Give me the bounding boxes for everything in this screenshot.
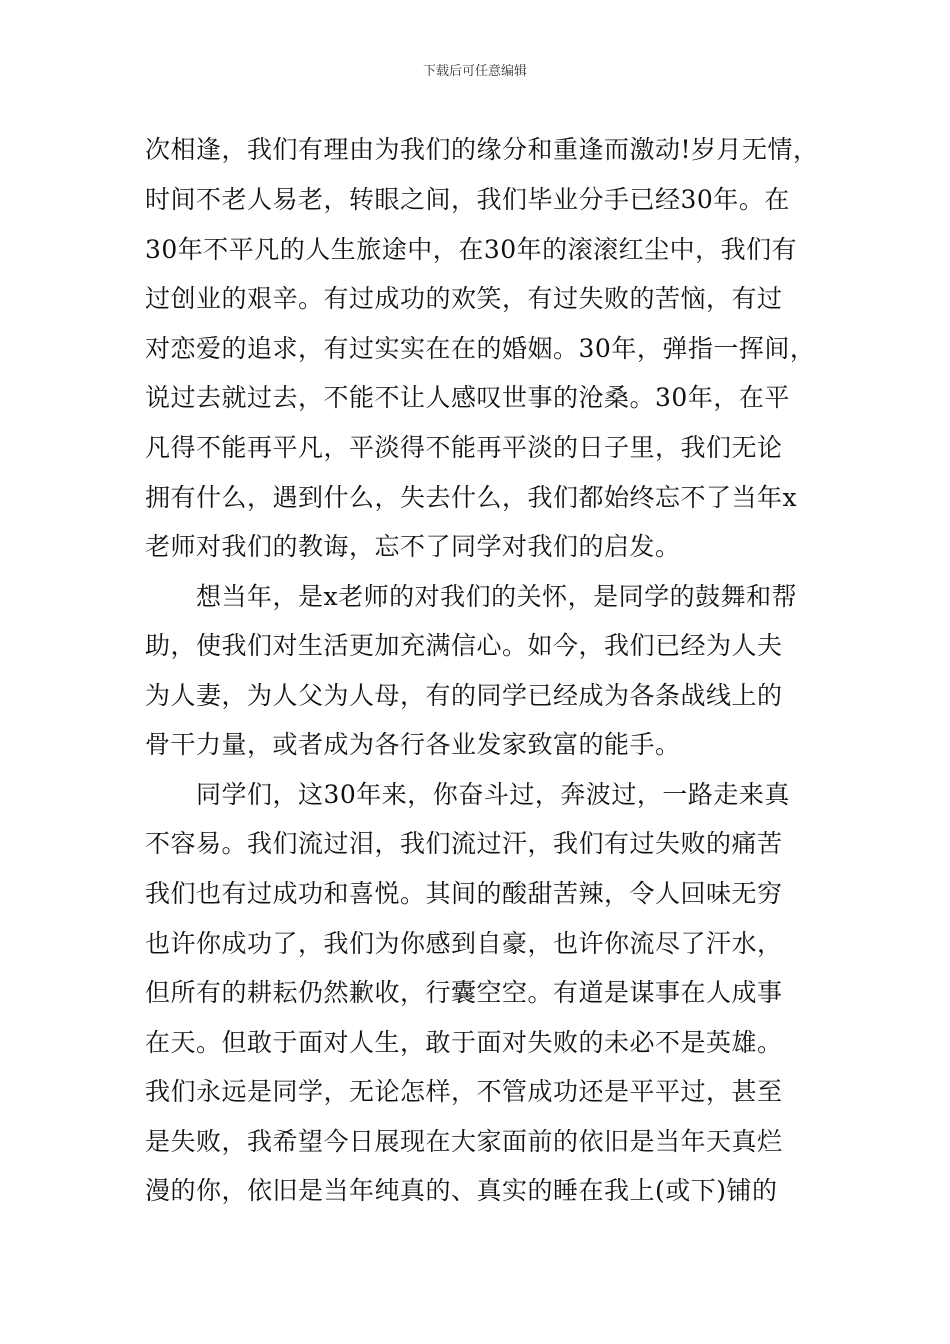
text-line: 我们永远是同学，无论怎样，不管成功还是平平过，甚至 — [145, 1077, 783, 1106]
text-line: 不容易。我们流过泪，我们流过汗，我们有过失败的痛苦 — [145, 829, 783, 858]
text-line: 同学们，这30年来，你奋斗过，奔波过，一路走来真 — [145, 780, 790, 809]
text-line: 拥有什么，遇到什么，失去什么，我们都始终忘不了当年x — [145, 483, 798, 512]
text-line: 凡得不能再平凡，平淡得不能再平淡的日子里，我们无论 — [145, 433, 783, 462]
text-line: 在天。但敢于面对人生，敢于面对失败的未必不是英雄。 — [145, 1028, 783, 1057]
text-line: 是失败，我希望今日展现在大家面前的依旧是当年天真烂 — [145, 1127, 783, 1156]
text-line: 过创业的艰辛。有过成功的欢笑，有过失败的苦恼，有过 — [145, 284, 783, 313]
text-line: 30年不平凡的人生旅途中，在30年的滚滚红尘中，我们有 — [145, 235, 798, 264]
text-line: 说过去就过去，不能不让人感叹世事的沧桑。30年，在平 — [145, 383, 790, 412]
text-line: 老师对我们的教诲，忘不了同学对我们的启发。 — [145, 532, 681, 561]
text-line: 也许你成功了，我们为你感到自豪，也许你流尽了汗水， — [145, 929, 783, 958]
text-line: 对恋爱的追求，有过实实在在的婚姻。30年，弹指一挥间， — [145, 334, 816, 363]
text-line: 漫的你，依旧是当年纯真的、真实的睡在我上(或下)铺的 — [145, 1176, 778, 1205]
text-line: 次相逢，我们有理由为我们的缘分和重逢而激动!岁月无情， — [145, 135, 819, 164]
text-line: 助，使我们对生活更加充满信心。如今，我们已经为人夫 — [145, 631, 783, 660]
text-line: 为人妻，为人父为人母，有的同学已经成为各条战线上的 — [145, 681, 783, 710]
text-line: 想当年，是x老师的对我们的关怀，是同学的鼓舞和帮 — [145, 582, 798, 611]
text-line: 但所有的耕耘仍然歉收，行囊空空。有道是谋事在人成事 — [145, 978, 783, 1007]
page-header: 下载后可任意编辑 — [422, 64, 527, 79]
text-line: 骨干力量，或者成为各行各业发家致富的能手。 — [145, 730, 681, 759]
text-line: 我们也有过成功和喜悦。其间的酸甜苦辣，令人回味无穷 — [145, 879, 783, 908]
text-line: 时间不老人易老，转眼之间，我们毕业分手已经30年。在 — [145, 185, 790, 214]
